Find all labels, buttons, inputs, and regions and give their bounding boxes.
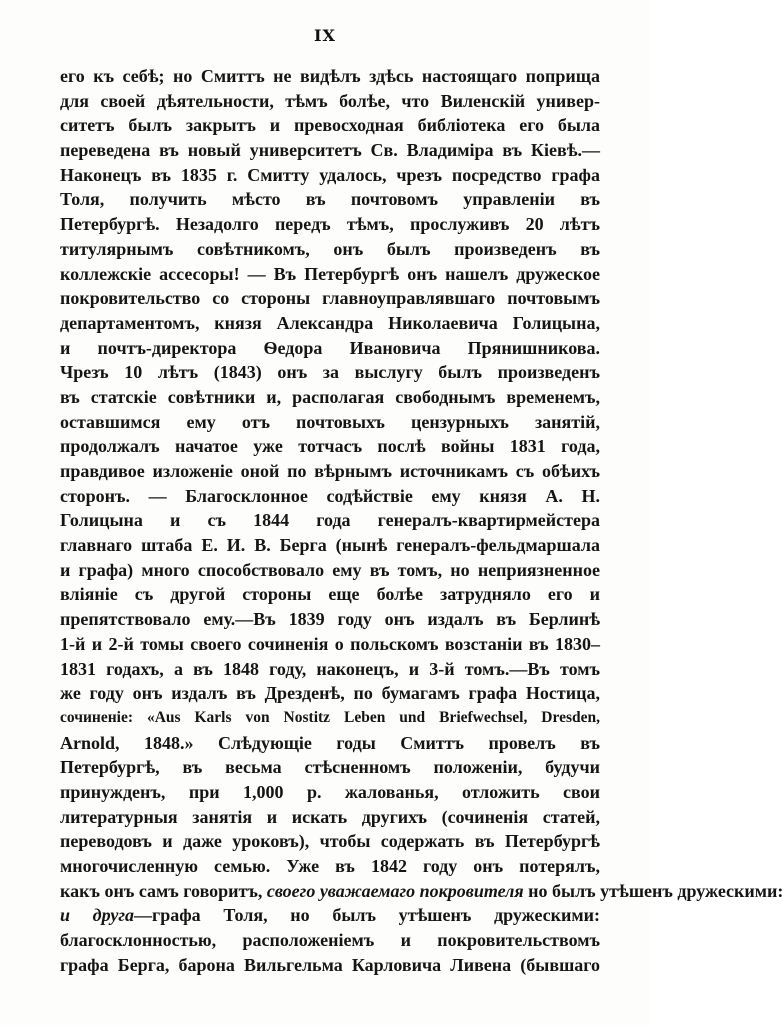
text-line: главнаго штаба Е. И. В. Берга (нынѣ генералъ-фельдмаршала bbox=[60, 535, 600, 556]
text-line: сторонъ. — Благосклонное содѣйствіе ему князя А. Н. bbox=[60, 485, 600, 506]
text-line-with-italic bbox=[60, 879, 783, 904]
text-line: 1-й и 2-й томы своего сочиненія о польскомъ возстаніи въ 1830– bbox=[60, 633, 600, 654]
text-line: и почтъ-директора Ѳедора Ивановича Прянишникова. bbox=[60, 337, 600, 358]
text-line: для своей дѣятельности, тѣмъ болѣе, что Виленскій универ- bbox=[60, 90, 600, 111]
page-number: IX bbox=[314, 26, 336, 45]
text-line: и графа) много способствовало ему въ томъ, но неприязненное bbox=[60, 559, 600, 580]
text-line: титулярнымъ совѣтникомъ, онъ былъ произведенъ въ bbox=[60, 238, 600, 259]
text-line: его къ себѣ; но Смиттъ не видѣлъ здѣсь настоящаго поприща bbox=[60, 66, 600, 86]
text-line: коллежскіе ассесоры! — Въ Петербургѣ онъ нашелъ дружеское bbox=[60, 263, 600, 284]
text-line: Голицына и съ 1844 года генералъ-квартирмейстера bbox=[60, 510, 600, 531]
text-line: Толя, получить мѣсто въ почтовомъ управленіи въ bbox=[60, 189, 600, 210]
text-line: принужденъ, при 1,000 р. жалованья, отложить свои bbox=[60, 781, 600, 802]
text-segment: но былъ утѣшенъ дружескими: bbox=[523, 880, 783, 901]
text-line: продолжалъ начатое уже тотчасъ послѣ войны 1831 года, bbox=[60, 436, 600, 457]
body-text bbox=[60, 64, 783, 977]
text-line: покровительство со стороны главноуправлявшаго почтовымъ bbox=[60, 288, 600, 309]
text-line: вліяніе съ другой стороны еще болѣе затрудняло его и bbox=[60, 584, 600, 605]
text-line: 1831 годахъ, а въ 1848 году, наконецъ, и 3-й томъ.—Въ томъ bbox=[60, 658, 600, 679]
text-line: департаментомъ, князя Александра Николаевича Голицына, bbox=[60, 312, 600, 333]
text-segment: какъ онъ самъ говоритъ, bbox=[60, 880, 267, 901]
text-line: сочиненіе: «Aus Karls von Nostitz Leben und Briefwechsel, Dresden, bbox=[60, 708, 600, 726]
text-line: графа Берга, барона Вильгельма Карловича Ливена (бывшаго bbox=[60, 954, 600, 975]
text-line: многочисленную семью. Уже въ 1842 году онъ потерялъ, bbox=[60, 856, 600, 876]
text-line: оставшимся ему отъ почтовыхъ цензурныхъ занятій, bbox=[60, 411, 600, 432]
text-segment: —графа Толя, но былъ утѣшенъ дружескими: bbox=[134, 905, 601, 926]
text-line: Arnold, 1848.» Слѣдующіе годы Смиттъ провелъ въ bbox=[60, 732, 600, 753]
text-line: переводовъ и даже уроковъ), чтобы содержать въ Петербургѣ bbox=[60, 831, 600, 852]
text-line: литературныя занятія и искать другихъ (сочиненія статей, bbox=[60, 806, 600, 827]
text-line: Чрезъ 10 лѣтъ (1843) онъ за выслугу былъ произведенъ bbox=[60, 362, 600, 383]
text-line: препятствовало ему.—Въ 1839 году онъ издалъ въ Берлинѣ bbox=[60, 609, 600, 630]
text-line: ситетъ былъ закрытъ и превосходная библіотека его была bbox=[60, 115, 600, 136]
text-line: Наконецъ въ 1835 г. Смитту удалось, чрезъ посредство графа bbox=[60, 164, 600, 185]
text-line: переведена въ новый университетъ Св. Владиміра въ Кіевѣ.— bbox=[60, 140, 600, 161]
text-line: благосклонностью, расположеніемъ и покровительствомъ bbox=[60, 930, 600, 951]
text-line: же году онъ издалъ въ Дрезденѣ, по бумагамъ графа Ностица, bbox=[60, 683, 600, 704]
text-line: Петербургѣ, въ весьма стѣсненномъ положеніи, будучи bbox=[60, 757, 600, 778]
text-line: въ статскіе совѣтники и, располагая свободнымъ временемъ, bbox=[60, 386, 600, 407]
text-line: правдивое изложеніе оной по вѣрнымъ источникамъ съ обѣихъ bbox=[60, 461, 600, 481]
italic-phrase: своего уважаемаго покровителя bbox=[266, 880, 524, 901]
text-line-with-italic bbox=[60, 903, 600, 928]
text-line: Петербургѣ. Незадолго передъ тѣмъ, прослуживъ 20 лѣтъ bbox=[60, 214, 600, 235]
italic-phrase: и друга bbox=[60, 905, 135, 926]
